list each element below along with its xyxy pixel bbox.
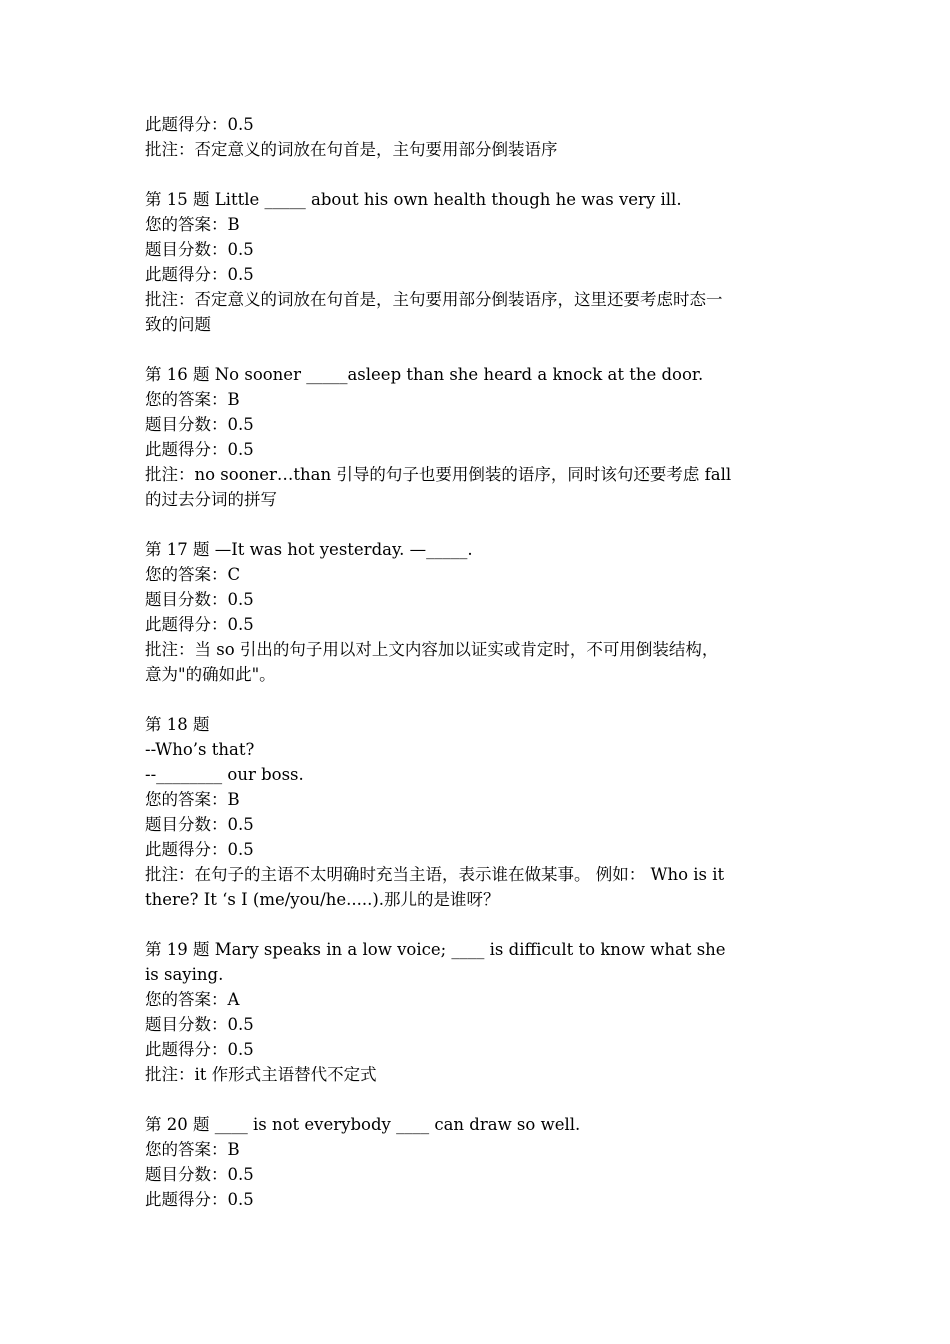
score-obtained: 此题得分：0.5 <box>145 1190 254 1209</box>
dialogue-line: --________ our boss. <box>145 765 304 784</box>
annotation: 批注：it 作形式主语替代不定式 <box>145 1065 377 1084</box>
score-obtained: 此题得分：0.5 <box>145 440 254 459</box>
your-answer: 您的答案：B <box>145 790 240 809</box>
annotation-continued: 的过去分词的拼写 <box>145 490 277 509</box>
dialogue-line: --Who’s that? <box>145 740 255 759</box>
annotation: 批注：no sooner…than 引导的句子也要用倒装的语序，同时该句还要考虑 fall <box>145 465 732 484</box>
annotation: 批注：否定意义的词放在句首是，主句要用部分倒装语序，这里还要考虑时态一 <box>145 290 723 309</box>
question-text: 第 19 题 Mary speaks in a low voice; ____ is difficult to know what she <box>145 940 726 959</box>
question-text-continued: is saying. <box>145 965 224 984</box>
question-text: 第 15 题 Little _____ about his own health though he was very ill. <box>145 190 682 209</box>
your-answer: 您的答案：B <box>145 215 240 234</box>
question-score: 题目分数：0.5 <box>145 815 254 834</box>
annotation-continued: 致的问题 <box>145 315 211 334</box>
question-19 <box>145 937 810 1087</box>
annotation: 批注：否定意义的词放在句首是，主句要用部分倒装语序 <box>145 140 558 159</box>
your-answer: 您的答案：B <box>145 1140 240 1159</box>
question-20 <box>145 1112 810 1212</box>
annotation-continued: 意为"的确如此"。 <box>145 665 276 684</box>
question-score: 题目分数：0.5 <box>145 590 254 609</box>
question-18 <box>145 712 810 912</box>
question-text: 第 17 题 —It was hot yesterday. —_____. <box>145 540 473 559</box>
question-17 <box>145 537 810 687</box>
question-text: 第 18 题 <box>145 715 210 734</box>
question-text: 第 16 题 No sooner _____asleep than she heard a knock at the door. <box>145 365 704 384</box>
annotation-continued: there? It ‘s I (me/you/he.....).那儿的是谁呀？ <box>145 890 500 909</box>
question-16 <box>145 362 810 512</box>
your-answer: 您的答案：B <box>145 390 240 409</box>
question-score: 题目分数：0.5 <box>145 415 254 434</box>
question-score: 题目分数：0.5 <box>145 1015 254 1034</box>
annotation: 批注：在句子的主语不太明确时充当主语，表示谁在做某事。 例如： Who is it <box>145 865 725 884</box>
score-obtained: 此题得分：0.5 <box>145 115 254 134</box>
document-page <box>145 112 810 1212</box>
question-15 <box>145 187 810 337</box>
question-14-tail <box>145 112 810 162</box>
question-score: 题目分数：0.5 <box>145 1165 254 1184</box>
your-answer: 您的答案：A <box>145 990 240 1009</box>
question-score: 题目分数：0.5 <box>145 240 254 259</box>
score-obtained: 此题得分：0.5 <box>145 615 254 634</box>
score-obtained: 此题得分：0.5 <box>145 1040 254 1059</box>
question-text: 第 20 题 ____ is not everybody ____ can draw so well. <box>145 1115 581 1134</box>
score-obtained: 此题得分：0.5 <box>145 265 254 284</box>
score-obtained: 此题得分：0.5 <box>145 840 254 859</box>
your-answer: 您的答案：C <box>145 565 241 584</box>
annotation: 批注：当 so 引出的句子用以对上文内容加以证实或肯定时，不可用倒装结构， <box>145 640 719 659</box>
